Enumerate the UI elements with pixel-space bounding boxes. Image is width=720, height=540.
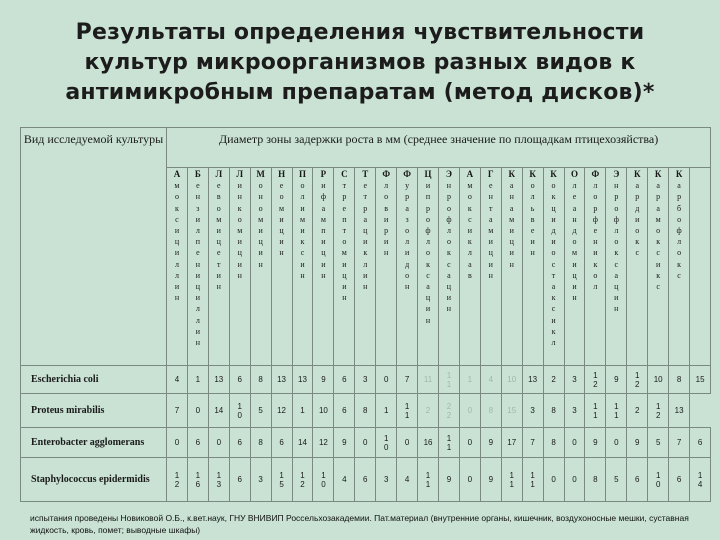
drug-header: А м о к с и к л а в [459, 168, 480, 366]
zone-diameter-value: 0 [564, 428, 585, 458]
species-name: Enterobacter agglomerans [21, 428, 167, 458]
zone-diameter-value: 9 [480, 428, 501, 458]
zone-diameter-value: 1 1 [606, 394, 627, 428]
species-name: Escherichia coli [21, 366, 167, 394]
zone-diameter-value: 3 [522, 394, 543, 428]
species-name: Proteus mirabilis [21, 394, 167, 428]
zone-diameter-value: 1 [292, 394, 313, 428]
zone-diameter-value: 8 [250, 428, 271, 458]
drug-header: К о к ц и д и о с т а к с и к л [543, 168, 564, 366]
zone-diameter-value: 1 [187, 366, 208, 394]
zone-diameter-value: 2 [543, 366, 564, 394]
zone-diameter-value: 9 [585, 428, 606, 458]
zone-diameter-value: 13 [292, 366, 313, 394]
zone-diameter-value: 9 [606, 366, 627, 394]
zone-diameter-value: 5 [250, 394, 271, 428]
zone-diameter-value: 3 [376, 458, 397, 502]
zone-diameter-value: 2 [627, 394, 648, 428]
zone-diameter-value: 11 [418, 366, 439, 394]
drug-header: К а р д и о к с [627, 168, 648, 366]
drug-header: Г е н т а м и ц и н [480, 168, 501, 366]
zone-diameter-value: 0 [564, 458, 585, 502]
zone-diameter-value: 5 [606, 458, 627, 502]
zone-diameter-value: 1 2 [292, 458, 313, 502]
zone-diameter-value: 12 [313, 428, 334, 458]
drug-header: Э н р о ф л о к с а ц и н [438, 168, 459, 366]
zone-diameter-value: 1 [376, 394, 397, 428]
drug-header: К а н а м и ц и н [501, 168, 522, 366]
zone-diameter-value: 8 [585, 458, 606, 502]
drug-header: С т р е п т о м и ц и н [334, 168, 355, 366]
drug-header [690, 168, 711, 366]
zone-diameter-value: 6 [271, 428, 292, 458]
zone-diameter-value: 12 [271, 394, 292, 428]
drug-header: А м о к с и ц и л л и н [167, 168, 188, 366]
zone-diameter-value: 7 [167, 394, 188, 428]
zone-diameter-value: 0 [606, 428, 627, 458]
zone-diameter-value: 4 [167, 366, 188, 394]
zone-diameter-value: 1 2 [627, 366, 648, 394]
results-table-wrapper [20, 127, 710, 503]
zone-diameter-value: 8 [543, 394, 564, 428]
zone-diameter-value: 14 [292, 428, 313, 458]
zone-diameter-value: 8 [480, 394, 501, 428]
zone-diameter-value: 6 [669, 458, 690, 502]
zone-diameter-value: 6 [187, 428, 208, 458]
drug-header: Э н р о ф л о к с а ц и н [606, 168, 627, 366]
zone-diameter-value: 14 [208, 394, 229, 428]
zone-diameter-value: 0 [459, 428, 480, 458]
drug-header: П о л и м и к с и н [292, 168, 313, 366]
zone-diameter-value: 0 [459, 394, 480, 428]
zone-diameter-value: 6 [627, 458, 648, 502]
zone-diameter-value: 4 [397, 458, 418, 502]
zone-diameter-value: 9 [438, 458, 459, 502]
zone-diameter-value: 1 2 [585, 366, 606, 394]
table-row [21, 394, 711, 428]
zone-diameter-value: 1 0 [313, 458, 334, 502]
drug-header: Р и ф а м п и ц и н [313, 168, 334, 366]
species-name: Staphylococcus epidermidis [21, 458, 167, 502]
zone-diameter-value: 1 0 [648, 458, 669, 502]
zone-diameter-value: 7 [522, 428, 543, 458]
species-header-spacer [21, 168, 167, 366]
zone-diameter-value: 4 [480, 366, 501, 394]
zone-diameter-value: 1 1 [585, 394, 606, 428]
zone-diameter-value: 8 [355, 394, 376, 428]
zone-diameter-value: 13 [208, 366, 229, 394]
zone-diameter-value: 1 3 [208, 458, 229, 502]
zone-diameter-value: 9 [313, 366, 334, 394]
zone-diameter-value: 1 1 [418, 458, 439, 502]
drug-header: Л е в о м и ц е т и н [208, 168, 229, 366]
zone-diameter-value: 0 [376, 366, 397, 394]
zone-diameter-value: 3 [564, 394, 585, 428]
drug-header: Н е о м и ц и н [271, 168, 292, 366]
zone-diameter-value: 9 [480, 458, 501, 502]
zone-diameter-value: 0 [355, 428, 376, 458]
zone-diameter-value: 0 [187, 394, 208, 428]
zone-diameter-value: 6 [334, 394, 355, 428]
zone-diameter-value: 6 [229, 366, 250, 394]
diameter-column-header: Диаметр зоны задержки роста в мм (среднее значение по площадкам птицехозяйства) [167, 128, 711, 168]
zone-diameter-value: 1 0 [229, 394, 250, 428]
zone-diameter-value: 13 [522, 366, 543, 394]
zone-diameter-value: 1 1 [501, 458, 522, 502]
zone-diameter-value: 0 [167, 428, 188, 458]
zone-diameter-value: 1 4 [690, 458, 711, 502]
zone-diameter-value: 1 2 [167, 458, 188, 502]
page-title: Результаты определения чувствительности культур микроорганизмов разных видов к антимикробным препаратам (метод дисков)* [65, 20, 655, 105]
zone-diameter-value: 8 [543, 428, 564, 458]
zone-diameter-value: 1 6 [187, 458, 208, 502]
species-column-header: Вид исследуемой культуры [21, 128, 167, 168]
drug-header: К а р б о ф л о к с [669, 168, 690, 366]
zone-diameter-value: 1 2 [648, 394, 669, 428]
zone-diameter-value: 10 [313, 394, 334, 428]
zone-diameter-value: 1 1 [438, 428, 459, 458]
zone-diameter-value: 1 [459, 366, 480, 394]
drug-header: О л е а н д о м и ц и н [564, 168, 585, 366]
zone-diameter-value: 1 1 [438, 366, 459, 394]
zone-diameter-value: 6 [690, 428, 711, 458]
drug-header: Ф у р а з о л и д о н [397, 168, 418, 366]
zone-diameter-value: 2 2 [438, 394, 459, 428]
zone-diameter-value: 5 [648, 428, 669, 458]
drug-header: Ф л о в и р и н [376, 168, 397, 366]
zone-diameter-value: 7 [669, 428, 690, 458]
drug-header: М о н о м и ц и н [250, 168, 271, 366]
drug-header: Т е т р а ц и к л и н [355, 168, 376, 366]
drug-header: К а р а м о к с и к с [648, 168, 669, 366]
zone-diameter-value: 9 [627, 428, 648, 458]
zone-diameter-value: 4 [334, 458, 355, 502]
table-row [21, 428, 711, 458]
zone-diameter-value: 0 [208, 428, 229, 458]
zone-diameter-value: 9 [334, 428, 355, 458]
zone-diameter-value: 8 [250, 366, 271, 394]
results-table [20, 127, 711, 502]
zone-diameter-value: 13 [271, 366, 292, 394]
zone-diameter-value: 10 [648, 366, 669, 394]
zone-diameter-value: 3 [564, 366, 585, 394]
zone-diameter-value: 0 [459, 458, 480, 502]
zone-diameter-value: 7 [397, 366, 418, 394]
zone-diameter-value: 3 [250, 458, 271, 502]
zone-diameter-value: 3 [355, 366, 376, 394]
zone-diameter-value: 13 [669, 394, 690, 428]
drug-header: Ц и п р о ф л о к с а ц и н [418, 168, 439, 366]
drug-header: Ф л о р ф е н и к о л [585, 168, 606, 366]
zone-diameter-value: 17 [501, 428, 522, 458]
footnote: испытания проведены Новиковой О.Б., к.вет.наук, ГНУ ВНИВИП Россельхозакадемии. Пат.материал (внутренние органы, кишечник, воздухоносные мешки, суставная жидкость, кровь, помет; выводные шкафы) [30, 513, 689, 535]
zone-diameter-value: 15 [501, 394, 522, 428]
zone-diameter-value: 0 [543, 458, 564, 502]
table-row [21, 366, 711, 394]
drug-header: К о л ь в е и н [522, 168, 543, 366]
zone-diameter-value: 15 [690, 366, 711, 394]
zone-diameter-value: 6 [334, 366, 355, 394]
zone-diameter-value: 1 1 [522, 458, 543, 502]
zone-diameter-value: 10 [501, 366, 522, 394]
zone-diameter-value: 1 5 [271, 458, 292, 502]
zone-diameter-value: 16 [418, 428, 439, 458]
zone-diameter-value: 8 [669, 366, 690, 394]
table-row [21, 458, 711, 502]
zone-diameter-value: 0 [397, 428, 418, 458]
zone-diameter-value: 2 [418, 394, 439, 428]
zone-diameter-value: 6 [229, 458, 250, 502]
drug-header: Л и н к о м и ц и н [229, 168, 250, 366]
zone-diameter-value: 6 [355, 458, 376, 502]
zone-diameter-value: 1 1 [397, 394, 418, 428]
drug-header: Б е н з и л п е н и ц и л л и н [187, 168, 208, 366]
zone-diameter-value: 6 [229, 428, 250, 458]
zone-diameter-value: 1 0 [376, 428, 397, 458]
